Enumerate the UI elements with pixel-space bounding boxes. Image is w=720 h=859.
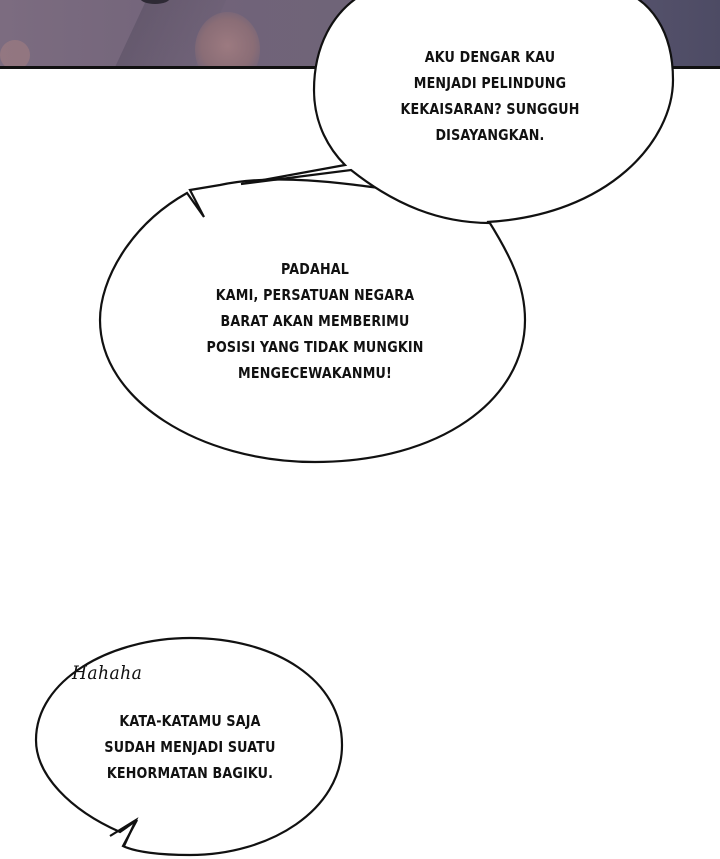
laugh-sound-effect: Hahaha: [72, 662, 143, 684]
bubble-3-line: KEHORMATAN BAGIKU.: [106, 764, 274, 782]
bubble-1-line: KEKAISARAN? SUNGGUH: [400, 100, 580, 118]
bubble-2-line: KAMI, PERSATUAN NEGARA: [215, 286, 415, 304]
bubble-3-line: SUDAH MENJADI SUATU: [104, 738, 276, 756]
bubble-1-line: MENJADI PELINDUNG: [413, 74, 567, 92]
bubble-3-text: [92, 708, 289, 786]
bubble-1-line: DISAYANGKAN.: [435, 126, 545, 144]
bubble-2-line: POSISI YANG TIDAK MUNGKIN: [206, 338, 424, 356]
bubble-1-text: [379, 44, 600, 148]
bubble-2-line: PADAHAL: [280, 260, 350, 278]
bubble-2-line: MENGECEWAKANMU!: [238, 364, 392, 382]
bubble-3-line: KATA-KATAMU SAJA: [119, 712, 261, 730]
bubble-1-line: AKU DENGAR KAU: [424, 48, 556, 66]
bubble-2-text: [188, 256, 442, 386]
bubble-2-line: BARAT AKAN MEMBERIMU: [220, 312, 410, 330]
